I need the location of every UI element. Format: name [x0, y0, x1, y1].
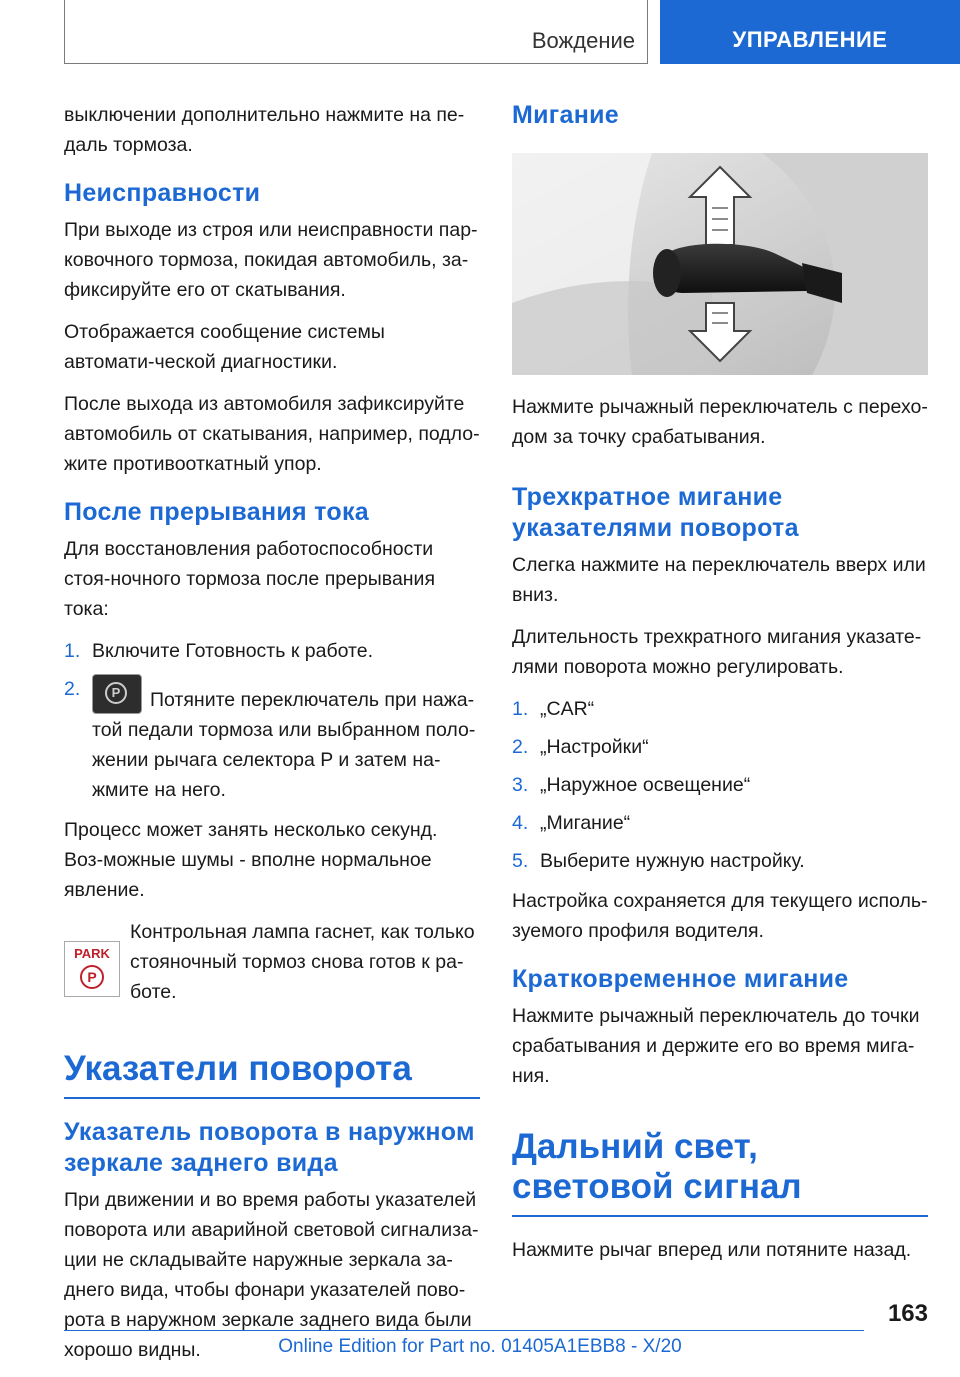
power-loss-steps: [64, 636, 480, 805]
parking-brake-symbol: P: [105, 682, 127, 704]
step-text: „Наружное освещение“: [540, 774, 751, 796]
list-item: [512, 770, 928, 800]
short-blink-text: Нажмите рычажный переключатель до точки срабатывания и держите его во время мига-ния.: [512, 1005, 920, 1087]
triple-p3: Настройка сохраняется для текущего исполь-зуемого профиля водителя.: [512, 890, 928, 942]
footer-edition: Online Edition for Part no. 01405A1EBB8 - X/20: [278, 1336, 682, 1357]
high-beam-heading: Дальний свет, световой сигнал: [512, 1127, 928, 1217]
triple-steps: [512, 694, 928, 876]
intro-paragraph: выключении дополнительно нажмите на пе-даль тормоза.: [64, 104, 465, 156]
section-title: Вождение: [531, 28, 635, 53]
lamp-note-text: Контрольная лампа гаснет, как только стояночный тормоз снова готов к ра-боте.: [130, 921, 475, 1003]
triple-p2: Длительность трехкратного мигания указате-лями поворота можно регулировать.: [512, 626, 922, 678]
step-number: 4.: [512, 812, 529, 834]
step-2-content: [92, 674, 480, 805]
blink-caption: Нажмите рычажный переключатель с перехо-дом за точку срабатывания.: [512, 396, 928, 448]
step-text: Выберите нужную настройку.: [540, 850, 805, 872]
step-number: 5.: [512, 850, 529, 872]
triple-blink-heading: Трехкратное мигание указателями поворота: [512, 483, 799, 542]
list-item: [512, 808, 928, 838]
step-number: 2.: [64, 678, 81, 700]
power-loss-heading: После прерывания тока: [64, 498, 369, 526]
lamp-note: [64, 917, 480, 1007]
turn-signals-heading: Указатели поворота: [64, 1049, 480, 1099]
park-label: PARK: [74, 946, 110, 961]
step-text: Потяните переключатель при нажа-той педали тормоза или выбранном поло-жении рычага селектора P и затем на-жмите на него.: [92, 689, 476, 801]
list-item: [64, 674, 480, 805]
step-number: 1.: [64, 640, 81, 662]
step-text: „Мигание“: [540, 812, 631, 834]
list-item: [512, 694, 928, 724]
parking-brake-button-icon: [92, 674, 142, 714]
malfunction-heading: Неисправности: [64, 179, 261, 207]
malfunction-p3: После выхода из автомобиля зафиксируйте автомобиль от скатывания, например, подло-жите противооткатный упор.: [64, 393, 480, 475]
park-symbol: P: [80, 965, 104, 989]
step-number: 2.: [512, 736, 529, 758]
process-note: Процесс может занять несколько секунд. Воз-можные шумы - вполне нормальное явление.: [64, 819, 438, 901]
triple-p1: Слегка нажмите на переключатель вверх или вниз.: [512, 554, 926, 606]
blink-heading: Мигание: [512, 101, 619, 129]
high-beam-text: Нажмите рычаг вперед или потяните назад.: [512, 1239, 912, 1261]
step-text: „Настройки“: [540, 736, 649, 758]
step-text: „CAR“: [540, 698, 595, 720]
step-text: Включите Готовность к работе.: [92, 640, 374, 662]
list-item: [64, 636, 480, 666]
park-warning-icon: [64, 941, 120, 997]
power-loss-intro: Для восстановления работоспособности стоя-ночного тормоза после прерывания тока:: [64, 538, 436, 620]
list-item: [512, 846, 928, 876]
left-column: [64, 100, 480, 1377]
right-column: [512, 100, 928, 1277]
page-number: 163: [887, 1300, 928, 1327]
malfunction-p2: Отображается сообщение системы автомати-ческой диагностики.: [64, 321, 385, 373]
malfunction-p1: При выходе из строя или неисправности пар-ковочного тормоза, покидая автомобиль, за-фиксируйте его от скатывания.: [64, 219, 478, 301]
turn-signal-lever-image: [512, 153, 928, 375]
chapter-tab[interactable]: УПРАВЛЕНИЕ: [660, 0, 960, 64]
list-item: [512, 732, 928, 762]
step-number: 3.: [512, 774, 529, 796]
footer-divider: [64, 1330, 864, 1331]
step-number: 1.: [512, 698, 529, 720]
header-frame: [64, 0, 648, 64]
mirror-signal-heading: Указатель поворота в наружном зеркале заднего вида: [64, 1118, 475, 1177]
short-blink-heading: Кратковременное мигание: [512, 965, 849, 993]
mirror-signal-text: При движении и во время работы указателей поворота или аварийной световой сигнализа-ции не складывайте наружные зеркала за-днего вида, чтобы фонари указателей пово-рота в наружном зеркале заднего вида были хорошо видны.: [64, 1189, 479, 1361]
